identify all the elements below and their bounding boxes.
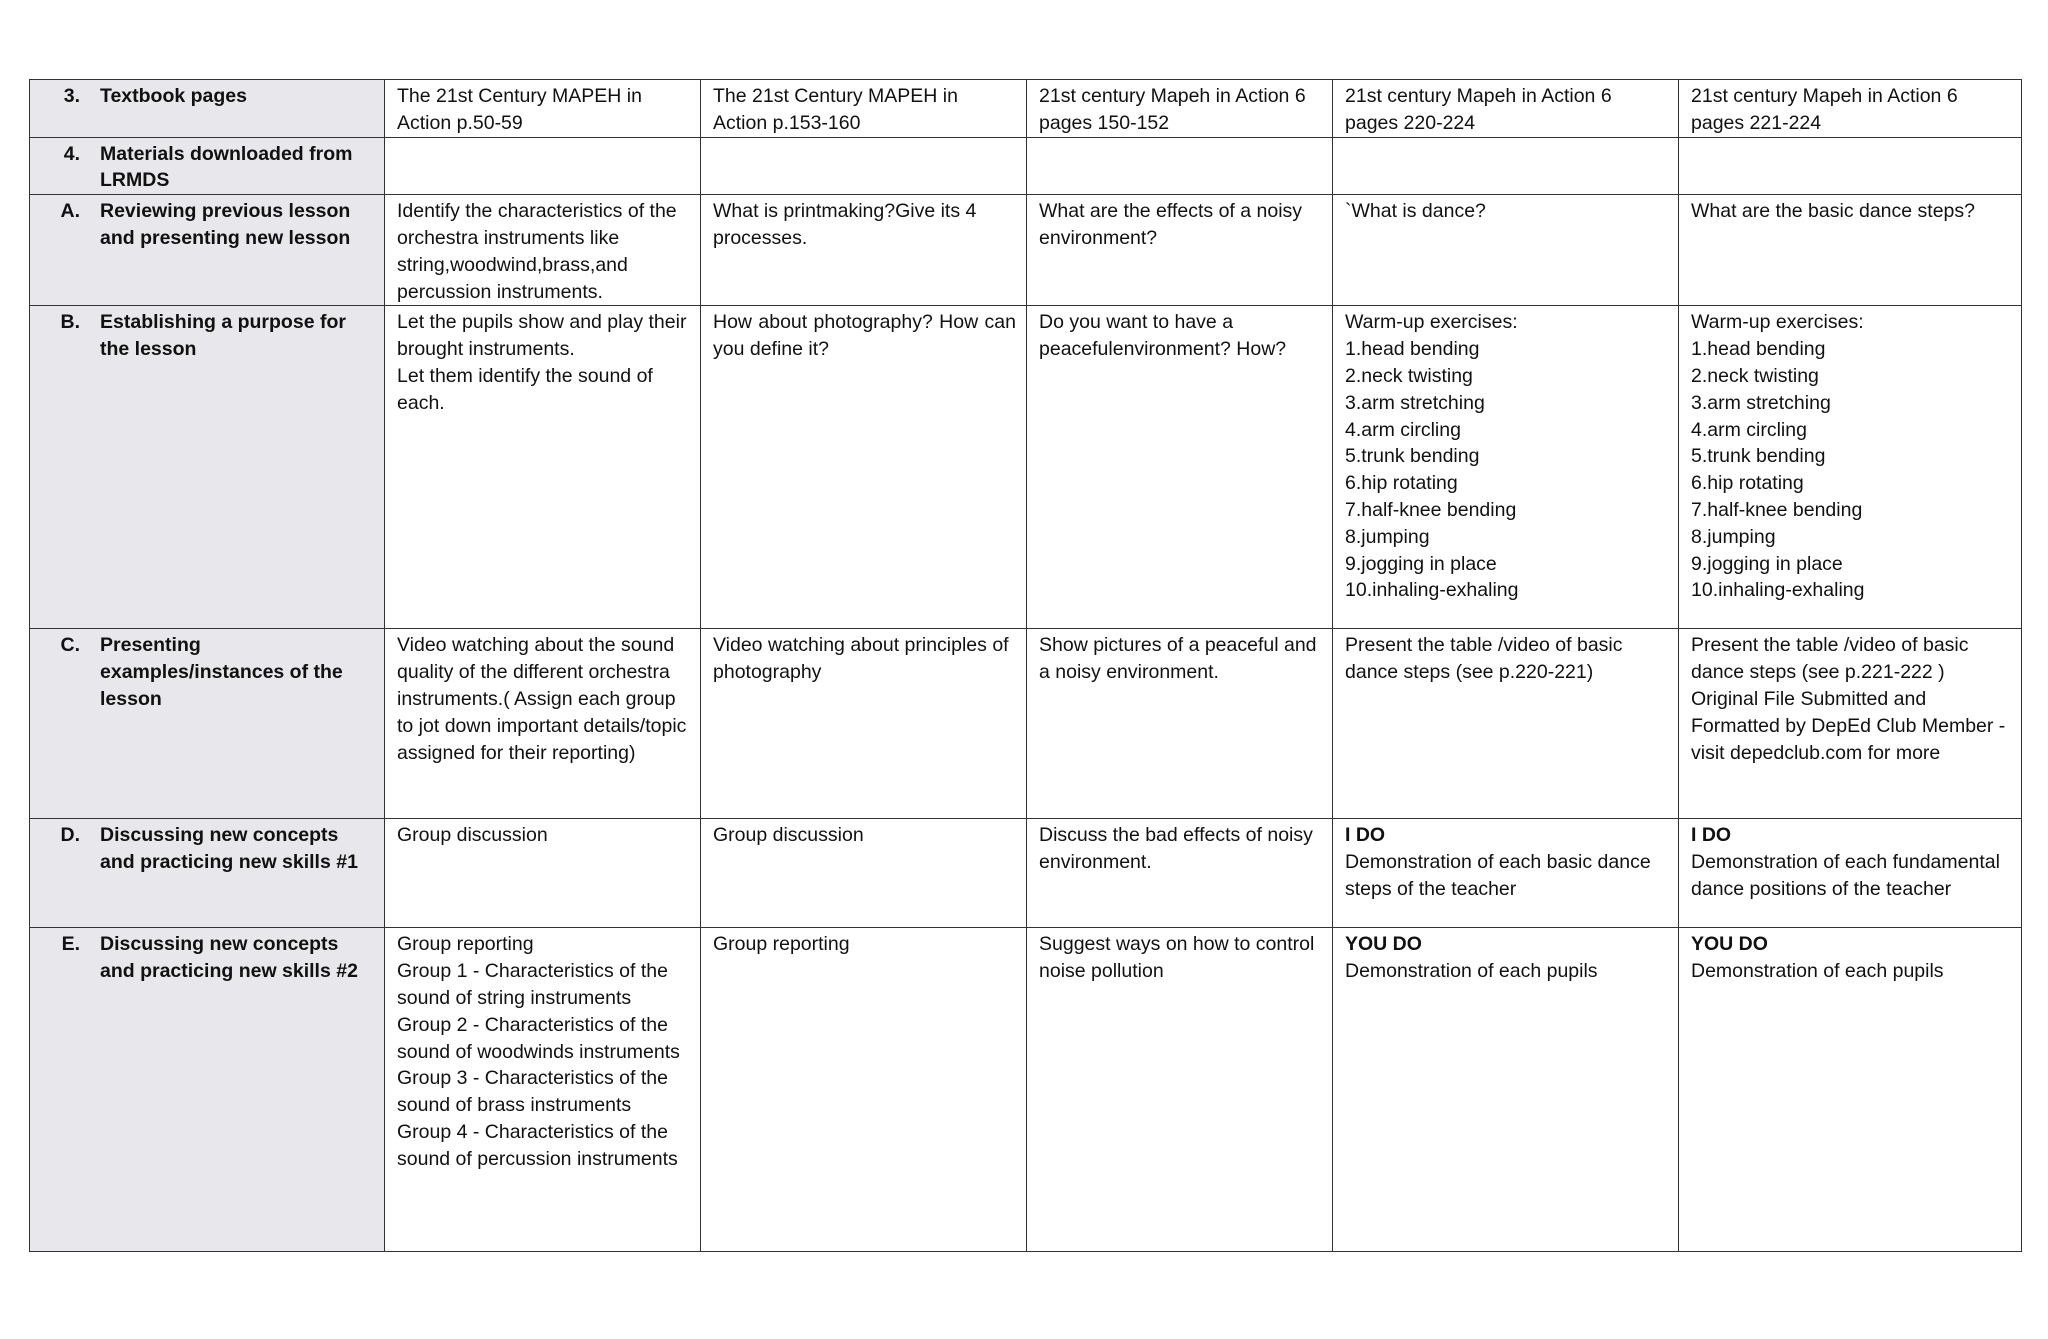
cell-text: Group 3 - Characteristics of the sound of brass instruments [397,1067,668,1117]
row-number: 4. [63,142,80,165]
table-cell [1333,306,1679,629]
cell-text: YOU DO [1345,933,1422,956]
cell-text: Warm-up exercises: [1345,311,1518,334]
cell-text: Do you want to have a peacefulenvironment? How? [1039,311,1287,361]
table-cell [1027,928,1333,1252]
table-cell [701,928,1027,1252]
row-label-cell [30,928,385,1252]
cell-text: Demonstration of each basic dance steps of the teacher [1345,851,1651,900]
cell-text: Video watching about the sound quality of the different orchestra instruments.( Assign each group to jot down important details/topic assigned for their reporting) [397,634,687,764]
row-heading: Reviewing previous lesson and presenting new lesson [100,200,351,249]
table-row [30,306,2022,629]
cell-text: Group 2 - Characteristics of the sound of woodwinds instruments [397,1013,680,1063]
cell-text: 4.arm circling [1691,418,1807,441]
cell-text: The 21st Century MAPEH in Action p.153-160 [713,85,958,134]
cell-text: 2.neck twisting [1691,364,1819,387]
cell-text: Warm-up exercises: [1691,311,1864,334]
cell-text: 6.hip rotating [1345,472,1458,495]
cell-text: `What is dance? [1345,200,1486,223]
table-cell [1333,195,1679,306]
table-cell [701,80,1027,138]
cell-text: Let the pupils show and play their brought instruments. [397,311,687,361]
cell-text: 5.trunk bending [1345,445,1480,468]
cell-text: YOU DO [1691,933,1768,956]
cell-text: Group 4 - Characteristics of the sound of percussion instruments [397,1120,678,1170]
table-cell [1027,80,1333,138]
table-cell [1333,137,1679,195]
table-cell [1027,819,1333,928]
table-cell [1027,195,1333,306]
cell-text: I DO [1691,824,1732,847]
cell-text: Demonstration of each pupils [1691,960,1944,983]
table-cell [385,195,701,306]
table-cell [1679,928,2022,1252]
cell-text: Let them identify the sound of each. [397,364,653,414]
row-label-wrap [30,198,376,252]
cell-text: 3.arm stretching [1345,391,1485,414]
table-row [30,80,2022,138]
table-cell [701,137,1027,195]
row-label-cell [30,306,385,629]
cell-text: Video watching about principles of photography [713,634,1009,684]
row-number: D. [60,824,80,847]
table-row [30,928,2022,1252]
table-cell [385,137,701,195]
cell-text: Group discussion [713,824,864,847]
cell-text: 3.arm stretching [1691,391,1831,414]
row-label-wrap [30,822,376,876]
cell-text: 9.jogging in place [1691,552,1843,575]
cell-text: 5.trunk bending [1691,445,1826,468]
row-label-cell [30,629,385,819]
cell-text: 10.inhaling-exhaling [1691,579,1865,602]
cell-text: Group 1 - Characteristics of the sound of string instruments [397,960,668,1009]
row-number: A. [60,200,80,223]
cell-text: 21st century Mapeh in Action 6 pages 221-224 [1691,85,1958,134]
table-row [30,137,2022,195]
row-heading: Textbook pages [100,85,248,107]
table-cell [385,306,701,629]
cell-text: 8.jumping [1345,525,1430,548]
cell-text: Suggest ways on how to control noise pollution [1039,933,1315,983]
cell-text: 21st century Mapeh in Action 6 pages 150-152 [1039,85,1306,134]
cell-text: How about photography? How can you define it? [713,311,1016,361]
table-cell [1333,819,1679,928]
row-heading: Discussing new concepts and practicing new skills #1 [100,824,358,874]
row-heading: Materials downloaded from LRMDS [100,142,353,192]
cell-text: Demonstration of each fundamental dance positions of the teacher [1691,851,2000,900]
table-cell [701,195,1027,306]
row-label-wrap [30,632,376,712]
table-cell [1333,80,1679,138]
cell-text: 2.neck twisting [1345,364,1473,387]
table-cell [1333,928,1679,1252]
row-number: B. [60,311,80,334]
row-heading: Discussing new concepts and practicing new skills #2 [100,933,358,983]
table-cell [385,819,701,928]
table-row [30,629,2022,819]
table-cell [1027,629,1333,819]
row-label-cell [30,195,385,306]
table-cell [1679,629,2022,819]
row-label-cell [30,80,385,138]
table-cell [1333,629,1679,819]
cell-text: 9.jogging in place [1345,552,1497,575]
cell-text: 8.jumping [1691,525,1776,548]
cell-text: What is printmaking?Give its 4 processes. [713,200,977,249]
table-cell [1027,306,1333,629]
table-cell [385,928,701,1252]
cell-text: 7.half-knee bending [1691,498,1863,521]
row-label-wrap [30,931,376,985]
table-cell [1679,195,2022,306]
row-number: E. [61,933,80,956]
cell-text: Group discussion [397,824,548,847]
cell-text: 7.half-knee bending [1345,498,1517,521]
cell-text: I DO [1345,824,1386,847]
table-row [30,195,2022,306]
cell-text: What are the effects of a noisy environment? [1039,200,1303,249]
table-cell [701,819,1027,928]
lesson-plan-table [29,79,2022,1252]
cell-text: 21st century Mapeh in Action 6 pages 220-224 [1345,85,1612,134]
cell-text: 6.hip rotating [1691,472,1804,495]
table-cell [701,306,1027,629]
cell-text: The 21st Century MAPEH in Action p.50-59 [397,85,642,134]
table-row [30,819,2022,928]
cell-text: Present the table /video of basic dance steps (see p.220-221) [1345,634,1623,684]
table-cell [701,629,1027,819]
row-label-cell [30,137,385,195]
table-cell [1027,137,1333,195]
row-label-cell [30,819,385,928]
row-label-wrap [30,83,376,110]
cell-text: 10.inhaling-exhaling [1345,579,1519,602]
row-label-wrap [30,309,376,363]
cell-text: Discuss the bad effects of noisy environment. [1039,824,1313,874]
table-cell [1679,306,2022,629]
row-heading: Presenting examples/instances of the lesson [100,634,343,710]
row-number: C. [60,634,80,657]
table-cell [385,629,701,819]
cell-text: 1.head bending [1345,338,1480,361]
row-label-wrap [30,141,376,195]
cell-text: Original File Submitted and Formatted by DepEd Club Member - visit depedclub.com for more [1691,687,2006,764]
cell-text: What are the basic dance steps? [1691,200,1975,223]
cell-text: 1.head bending [1691,338,1826,361]
table-body [30,80,2022,1252]
table-cell [1679,80,2022,138]
cell-text: Demonstration of each pupils [1345,960,1598,983]
cell-text: 4.arm circling [1345,418,1461,441]
cell-text: Group reporting [713,933,850,956]
cell-text: Show pictures of a peaceful and a noisy environment. [1039,634,1317,684]
row-heading: Establishing a purpose for the lesson [100,311,346,361]
table-cell [385,80,701,138]
table-cell [1679,819,2022,928]
cell-text: Present the table /video of basic dance steps (see p.221-222 ) [1691,634,1969,684]
table-cell [1679,137,2022,195]
row-number: 3. [63,85,80,107]
cell-text: Group reporting [397,933,534,956]
cell-text: Identify the characteristics of the orchestra instruments like string,woodwind,brass,and percussion instruments. [397,200,677,303]
